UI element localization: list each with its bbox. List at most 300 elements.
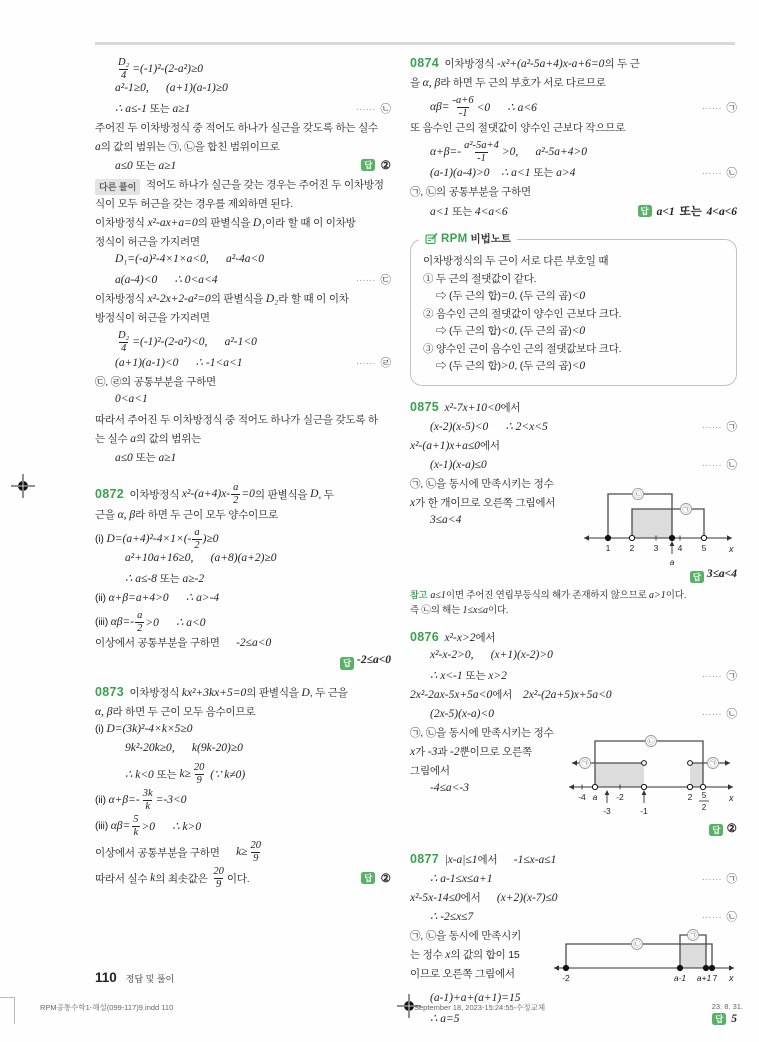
text-line [709,821,737,840]
text-segment: 또는 [135,452,156,464]
diagram-container [567,725,737,840]
text-line [410,419,737,438]
text-segment: 의 판별식을 [197,217,253,229]
registration-mark-icon [10,473,36,499]
answer-badge: 답 [709,824,723,837]
text-segment: (2x-5)(x-a)<0 [430,707,494,720]
svg-text:x: x [729,792,734,803]
text-segment: 라 할 때 이 이차 [278,293,349,305]
text-segment: =0 [241,488,255,500]
text-segment: 이차방정식 [124,488,182,501]
text-segment: 따라서 주어진 두 이차방정식 중 적어도 하나가 실근을 갖도록 하 [95,414,378,426]
text-segment: 의 판별식을 [246,687,302,699]
line-tail [348,272,391,287]
rpm-note-tab [419,231,517,246]
text-segment: >0, a²-5a+4>0 [501,146,588,158]
text-segment: α, β [422,77,441,89]
text-segment: >0 ∴ a<0 [145,617,206,629]
text-segment: a>1 [649,589,666,601]
text-segment: (ii) [95,592,109,604]
reference-mark: ㉠ [726,101,737,114]
page-footer-label: 정답 및 풀이 [125,974,175,984]
text-segment: ······ [355,275,379,286]
text-segment: ∴ a-1≤x≤a+1 [430,872,493,885]
text-segment: 9k²-20k≥0, k(9k-20)≥0 [125,742,243,754]
text-segment: ㉠, ㉡을 동시에 만족시키는 정수 [410,477,554,490]
line-tail [694,165,737,180]
solution-block [95,56,391,469]
fraction: $\frac{\text{D₂}}{4}$ [118,329,130,354]
text-segment: -1≤x-a≤1 [513,853,557,866]
svg-text:5: 5 [701,790,707,800]
diagram-side-text [410,928,552,985]
text-segment: 이다. [665,589,687,601]
line-tail [694,457,737,472]
number-line-diagram [567,725,737,821]
text-segment: 0<a<1 [115,393,148,405]
text-line [95,761,391,787]
text-segment: 또 음수인 근의 절댓값이 양수인 근보다 작으므로 [410,122,626,134]
text-segment: 과 [437,745,451,758]
text-segment: 의 최솟값은 [155,872,211,885]
text-line [95,56,391,82]
text-segment: a [130,433,137,445]
text-line [95,787,391,813]
text-segment: <0 ∴ a<6 [476,102,537,114]
text-segment: ∴ a≤-1 [115,103,150,115]
text-segment: a≤0 [115,160,136,172]
text-segment: ㉠, ㉡을 동시에 만족시키 [410,929,522,942]
svg-text:1: 1 [605,542,611,553]
text-line [410,706,737,725]
text-line [95,635,391,654]
text-segment: (a+1)(a-1)<0 ∴ -1<a<1 [115,357,243,369]
crop-mark [0,997,14,998]
fraction: $\frac{\text{a²-5a+4}}{-1}$ [464,139,499,164]
fraction: $\frac{a}{2}$ [194,526,200,551]
text-segment: a<1 [653,206,678,218]
text-and-diagram-row [410,476,737,568]
text-segment: 이면 주어진 연립부등식의 해가 존재하지 않으므로 [445,589,650,601]
text-segment: , (두 근의 곱) [514,360,572,372]
text-segment: x²-(a+4)x- [181,488,231,500]
svg-text:a+1: a+1 [696,972,712,983]
reference-mark: ㉠ [726,669,737,682]
svg-text:-3: -3 [603,805,611,816]
text-line [410,725,567,744]
text-line [95,139,391,158]
text-segment: αβ= [430,101,450,113]
text-segment: (a-1)(a-4)>0 ∴ a<1 [430,167,534,179]
text-line [410,56,737,75]
text-segment: 이므로 오른쪽 그림에서 [410,967,515,980]
text-line [95,609,391,635]
text-segment: D=(a+4)²-4×1×(- [106,533,192,545]
text-segment: 에서 [479,439,500,452]
text-segment: ② [377,160,391,172]
text-segment: ······ [701,168,725,179]
text-line [95,654,391,673]
text-line [95,704,391,723]
text-segment: 또는 [452,206,473,218]
solution-block [95,481,391,673]
text-and-diagram-row [410,725,737,840]
text-segment: x²-5x-14≤0 [410,891,461,904]
text-segment: αβ=- [110,616,135,628]
text-segment: x²-x>2 [444,631,476,644]
text-segment: D₁ [252,217,266,229]
text-line [95,865,391,891]
text-line [95,196,391,215]
fraction: $\frac{20}{9}$ [250,839,261,864]
text-segment: ∴ -2≤x≤7 [430,910,474,923]
text-segment: D=(3k)²-4×k×5≥0 [106,723,193,735]
line-tail [694,706,737,721]
text-line [410,400,737,419]
text-line [95,552,391,571]
text-line [95,393,391,412]
text-segment: α+β=- [108,794,140,806]
solution-block [410,56,737,222]
problem-number: 0873 [95,685,125,699]
text-segment: 또는 [159,573,180,585]
page-number: 110 [95,970,117,985]
text-segment: 라 하면 두 근의 부호가 서로 다르므로 [440,77,606,89]
text-segment: =(-1)²-(2-a²)<0, a²-1<0 [132,336,257,348]
text-line [410,587,737,603]
svg-text:㉡: ㉡ [633,941,641,949]
text-segment: 또는 [149,103,170,115]
reference-mark: ㉡ [726,167,737,179]
text-segment: (a-1)+a+(a+1)=15 [430,991,521,1004]
text-line [410,928,552,947]
text-segment: ㉢, ㉣의 공통부분을 구하면 [95,376,216,388]
text-line [410,890,737,909]
text-segment: 이차방정식 [124,687,182,699]
text-segment: (x-1)(x-a)≤0 [430,458,487,471]
text-segment: 또는 [135,160,156,172]
rpm-note-icon [425,232,438,245]
text-segment: (x-2)(x-5)<0 ∴ 2<x<5 [430,420,548,433]
print-footer-timestamp: September 18, 2023-15:24:55-수정교체 [414,1003,546,1012]
text-segment: 가 [415,745,428,758]
text-line [410,438,737,457]
text-segment: 근을 [95,509,118,521]
text-segment: 방정식이 허근을 가지려면 [95,312,210,324]
text-segment: ③ 양수인 근이 음수인 근의 절댓값보다 크다. [423,342,622,355]
text-line [95,291,391,310]
text-segment: x²-ax+a=0 [147,217,198,229]
line-tail [348,355,391,370]
fraction: $\frac{5}{k}$ [133,813,139,838]
text-segment: k≥ [236,846,248,858]
text-segment: (∵ k≠0) [207,769,246,781]
fraction: $\frac{a}{2}$ [137,609,143,634]
text-segment: -2≤a<0 [236,637,272,649]
text-segment: (iii) [95,820,111,832]
text-segment: 라 하면 두 근이 모두 양수이므로 [135,509,278,521]
text-segment: 에서 [500,401,521,414]
rpm-note-title: 비법노트 [470,233,512,245]
text-segment: >0 [500,360,515,372]
line-tail [694,100,737,115]
text-line [95,355,391,374]
text-segment: 는 실수 [95,433,131,445]
text-segment: 의 값의 범위는 ㉠, ㉡을 합친 범위이므로 [100,141,280,153]
svg-text:x: x [729,543,734,554]
text-segment: 2x²-2ax-5x+5a<0 [410,688,493,701]
text-segment: -4≤a<-3 [430,781,469,794]
text-segment: 의 값의 합이 15 [450,948,520,961]
text-segment: 이차방정식 [95,293,148,305]
text-segment: 는 정수 [410,948,446,961]
text-line [95,158,391,177]
rpm-note-box [410,232,737,386]
text-segment: 즉 ㉡의 해는 [410,605,463,616]
text-segment: ······ [701,459,725,471]
text-segment: ⇨ (두 근의 합) [436,360,501,372]
text-segment: ② [377,873,391,885]
text-line [95,431,391,450]
text-segment: x [410,496,416,509]
text-segment: ······ [701,708,725,720]
svg-text:-2: -2 [562,972,570,983]
text-line [95,374,391,393]
print-footer [0,1002,759,1016]
svg-text:㉠: ㉠ [689,932,697,940]
column-left [95,56,391,903]
text-segment: 의 판별식을 [210,293,266,305]
text-segment: , 두 근을 [309,687,348,699]
text-segment: <0 [571,325,586,337]
text-segment: 5 [728,1012,737,1025]
line-tail [353,158,391,172]
diagram-side-text [410,725,567,801]
answer-badge: 답 [361,872,375,885]
fraction: $\frac{20}{9}$ [193,761,205,786]
fraction: $\frac{\text{D₂}}{4}$ [118,56,130,81]
fraction: $\frac{a}{2}$ [233,481,239,506]
text-line [410,568,737,587]
text-segment: )≥0 [202,533,219,545]
text-segment: 이차방정식 [439,58,497,70]
text-segment: 3≤a<4 [704,567,737,580]
text-line [410,514,582,533]
text-segment: (i) [95,533,107,545]
text-segment: , 두 [318,488,334,501]
text-segment: <0 [571,360,586,372]
text-line [410,476,582,495]
text-line [95,412,391,431]
text-line [423,358,724,376]
line-tail [348,101,391,116]
top-rule [95,42,735,45]
text-segment: (ii) [95,794,109,806]
text-line [410,871,737,890]
text-segment: a²+10a+16≥0, (a+8)(a+2)≥0 [125,552,277,564]
svg-text:㉡: ㉡ [634,491,642,499]
svg-text:㉠: ㉠ [709,760,717,768]
svg-text:㉡: ㉡ [647,738,655,746]
svg-text:2: 2 [629,542,635,553]
problem-number: 0875 [410,399,440,414]
text-segment: D [310,488,319,500]
svg-text:3: 3 [653,542,659,553]
text-segment: x [445,948,451,961]
line-tail [630,203,737,219]
text-segment: 또는 [679,206,702,218]
text-segment: α+β=- [430,146,462,158]
text-segment: k [150,872,156,884]
text-line [423,341,724,359]
line-tail [694,668,737,683]
text-segment: a≤1 [430,589,446,601]
text-segment: a≥1 [155,452,177,464]
text-line [95,310,391,329]
text-line [95,329,391,355]
text-segment: , (두 근의 곱) [514,290,572,302]
svg-text:㉠: ㉠ [581,760,589,768]
reference-mark: ㉡ [726,707,737,720]
text-segment: ······ [701,873,725,885]
text-line [423,306,724,324]
text-segment: a(a-4)<0 ∴ 0<a<4 [115,274,218,286]
text-segment: 따라서 실수 [95,872,151,885]
text-segment: x>2 [485,669,507,682]
answer-badge: 답 [340,657,354,670]
text-segment: a≥-2 [179,573,205,585]
text-segment: 정식이 허근을 가지려면 [95,236,200,248]
text-segment: ······ [701,670,725,682]
text-line [410,947,552,966]
text-segment: 1≤x≤a [462,605,488,616]
text-line [410,763,567,782]
text-segment: ······ [701,421,725,433]
reference-mark: ㉠ [726,872,737,885]
text-segment: k≥ [176,768,191,780]
text-segment: ∴ a=5 [430,1012,460,1025]
text-line [95,120,391,139]
text-line [95,742,391,761]
text-and-diagram-row [410,928,737,992]
text-line [423,288,724,306]
svg-text:2: 2 [687,791,693,802]
text-segment: αβ= [110,820,131,832]
text-line [95,82,391,101]
text-segment: 이상에서 공통부분을 구하면 [95,637,237,649]
text-segment: ㉠, ㉡을 동시에 만족시키는 정수 [410,726,554,739]
text-line [410,203,737,222]
text-segment: -3 [427,745,438,758]
text-segment: a≥1 [169,103,191,115]
line-tail [353,871,391,885]
text-segment: 뿐이므로 오른쪽 [459,745,532,758]
text-line [95,571,391,590]
text-segment: x²-x-2>0, (x+1)(x-2)>0 [430,648,553,661]
text-segment: ㉠, ㉡의 공통부분을 구하면 [410,186,531,198]
text-line [95,215,391,234]
text-segment: a≤0 [115,452,136,464]
svg-text:7: 7 [712,972,718,983]
text-line [95,101,391,120]
text-line [95,813,391,839]
text-line [410,782,567,801]
text-segment: x [410,745,416,758]
text-segment: ······ [701,911,725,923]
answer-badge: 답 [361,159,375,172]
text-line [95,234,391,253]
problem-number: 0876 [410,629,440,644]
text-segment: 의 판별식을 [254,488,311,501]
svg-text:-1: -1 [640,805,648,816]
text-segment: (iii) [95,616,111,628]
text-segment: 식이 모두 허근을 갖는 경우를 제외하면 된다. [95,198,293,210]
print-footer-filename: RPM공통수학1-해설(099-117)9.indd 110 [40,1003,174,1012]
alt-solution-badge: 다른 풀이 [95,179,140,195]
problem-number: 0872 [95,487,125,501]
text-segment: (i) [95,723,107,735]
text-segment: 또는 [156,768,177,781]
text-segment: ······ [355,104,379,115]
text-segment: 4<a<6 [472,206,508,218]
text-segment: , (두 근의 곱) [514,325,572,337]
text-segment: 라 하면 두 근이 모두 음수이므로 [112,706,256,718]
text-segment: 의 값의 범위는 [136,433,202,445]
line-tail [694,909,737,924]
text-segment: D [301,687,310,699]
text-line [95,590,391,609]
text-segment: 을 [410,77,423,89]
text-segment: α, β [117,509,136,521]
text-segment: 적어도 하나가 실근을 갖는 경우는 주어진 두 이차방정 [143,179,384,191]
text-segment: =-3<0 [155,794,187,806]
line-tail [694,419,737,434]
svg-text:5: 5 [701,542,707,553]
text-segment: ∴ x<-1 [430,669,466,682]
text-line [410,630,737,649]
number-line-diagram [552,928,737,992]
text-segment: =(-1)²-(2-a²)≥0 [132,63,204,75]
svg-text:a: a [592,791,598,802]
problem-number: 0877 [410,851,440,866]
column-right [410,56,737,1042]
text-segment: 주어진 두 이차방정식 중 적어도 하나가 실근을 갖도록 하는 실수 [95,122,378,134]
text-line [410,184,737,203]
text-segment: D₁=(-a)²-4×1×a<0, a²-4a<0 [115,253,265,265]
text-segment: α, β [95,706,113,718]
text-line [410,687,737,706]
text-segment: -2≤a<0 [354,654,391,666]
text-segment: (x+2)(x-7)≤0 [496,891,558,904]
text-line [95,685,391,704]
text-segment: 가 한 개이므로 오른쪽 그림에서 [415,496,556,509]
diagram-container [582,476,737,568]
svg-text:-2: -2 [616,791,624,802]
text-segment: a<1 [430,206,453,218]
rpm-note-brand: RPM [441,232,468,245]
text-line [410,668,737,687]
text-line [95,177,391,196]
text-segment: 그림에서 [410,764,450,777]
line-tail [694,871,737,886]
number-line-diagram [582,476,737,568]
answer-badge: 답 [690,571,704,584]
text-segment: x²-2x+2-a²=0 [147,293,211,305]
text-segment: a [95,141,101,153]
page-number-row [95,970,174,985]
text-segment: 2x²-(2a+5)x+5a<0 [522,688,612,701]
text-segment: ② [723,822,737,835]
